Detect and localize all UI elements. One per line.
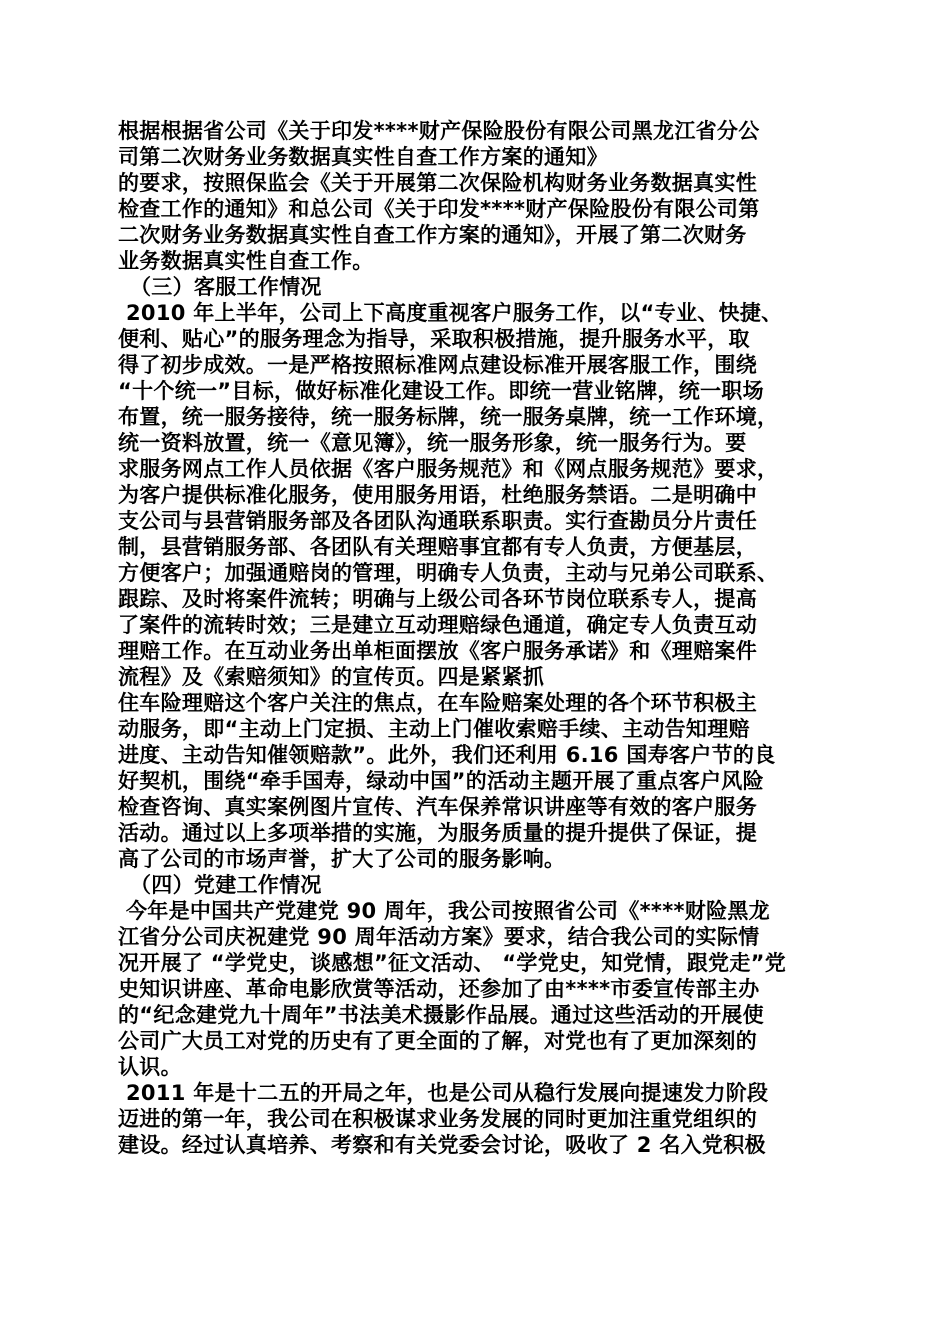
text-line: 支公司与县营销服务部及各团队沟通联系职责。实行查勘员分片责任 xyxy=(118,509,757,533)
section-heading-customer-service: （三）客服工作情况 xyxy=(130,275,322,299)
text-line: 今年是中国共产党建党 90 周年，我公司按照省公司《****财险黑龙 xyxy=(126,899,770,923)
text-line: 业务数据真实性自查工作。 xyxy=(118,249,374,273)
text-line: 便利、贴心”的服务理念为指导，采取积极措施，提升服务水平，取 xyxy=(118,327,750,351)
text-line: 理赔工作。在互动业务出单柜面摆放《客户服务承诺》和《理赔案件 xyxy=(118,639,757,663)
text-line: 检查咨询、真实案例图片宣传、汽车保养常识讲座等有效的客户服务 xyxy=(118,795,757,819)
text-line: 得了初步成效。一是严格按照标准网点建设标准开展客服工作，围绕 xyxy=(118,353,757,377)
text-line: 方便客户；加强通赔岗的管理，明确专人负责，主动与兄弟公司联系、 xyxy=(118,561,779,585)
text-line: 二次财务业务数据真实性自查工作方案的通知》，开展了第二次财务 xyxy=(118,223,747,247)
text-line: 公司广大员工对党的历史有了更全面的了解，对党也有了更加深刻的 xyxy=(118,1029,757,1053)
text-line: 史知识讲座、革命电影欣赏等活动，还参加了由****市委宣传部主办 xyxy=(118,977,760,1001)
text-line: 江省分公司庆祝建党 90 周年活动方案》要求，结合我公司的实际情 xyxy=(118,925,760,949)
text-line: 求服务网点工作人员依据《客户服务规范》和《网点服务规范》要求， xyxy=(118,457,779,481)
text-line: 为客户提供标准化服务，使用服务用语，杜绝服务禁语。二是明确中 xyxy=(118,483,757,507)
text-line: 布置，统一服务接待，统一服务标牌，统一服务桌牌，统一工作环境， xyxy=(118,405,779,429)
text-line: 流程》及《索赔须知》的宣传页。四是紧紧抓 xyxy=(118,665,544,689)
text-line: 高了公司的市场声誉，扩大了公司的服务影响。 xyxy=(118,847,566,871)
text-line: 的要求，按照保监会《关于开展第二次保险机构财务业务数据真实性 xyxy=(118,171,757,195)
text-line: 根据根据省公司《关于印发****财产保险股份有限公司黑龙江省分公 xyxy=(118,119,760,143)
text-line: 进度、主动告知催领赔款”。此外，我们还利用 6.16 国寿客户节的良 xyxy=(118,743,776,767)
text-line: “十个统一”目标，做好标准化建设工作。即统一营业铭牌，统一职场 xyxy=(118,379,764,403)
text-line: 的“纪念建党九十周年”书法美术摄影作品展。通过这些活动的开展使 xyxy=(118,1003,764,1027)
text-line: 2011 年是十二五的开局之年，也是公司从稳行发展向提速发力阶段 xyxy=(126,1081,769,1105)
section-heading-party-building: （四）党建工作情况 xyxy=(130,873,322,897)
text-line: 司第二次财务业务数据真实性自查工作方案的通知》 xyxy=(118,145,608,169)
text-line: 了案件的流转时效；三是建立互动理赔绿色通道，确定专人负责互动 xyxy=(118,613,757,637)
text-line: 好契机，围绕“牵手国寿，绿动中国”的活动主题开展了重点客户风险 xyxy=(118,769,764,793)
text-line: 跟踪、及时将案件流转；明确与上级公司各环节岗位联系专人，提高 xyxy=(118,587,757,611)
text-line: 住车险理赔这个客户关注的焦点，在车险赔案处理的各个环节积极主 xyxy=(118,691,757,715)
text-line: 建设。经过认真培养、考察和有关党委会讨论，吸收了 2 名入党积极 xyxy=(118,1133,766,1157)
document-body xyxy=(118,118,838,1158)
text-line: 动服务，即“主动上门定损、主动上门催收索赔手续、主动告知理赔 xyxy=(118,717,750,741)
text-line: 迈进的第一年，我公司在积极谋求业务发展的同时更加注重党组织的 xyxy=(118,1107,757,1131)
text-line: 检查工作的通知》和总公司《关于印发****财产保险股份有限公司第 xyxy=(118,197,760,221)
text-line: 2010 年上半年，公司上下高度重视客户服务工作，以“专业、快捷、 xyxy=(126,301,783,325)
text-line: 活动。通过以上多项举措的实施，为服务质量的提升提供了保证，提 xyxy=(118,821,757,845)
text-line: 统一资料放置，统一《意见簿》，统一服务形象，统一服务行为。要 xyxy=(118,431,747,455)
text-line: 制，县营销服务部、各团队有关理赔事宜都有专人负责，方便基层， xyxy=(118,535,757,559)
text-line: 认识。 xyxy=(118,1055,182,1079)
text-line: 况开展了 “学党史，谈感想”征文活动、 “学党史，知党情，跟党走”党 xyxy=(118,951,787,975)
